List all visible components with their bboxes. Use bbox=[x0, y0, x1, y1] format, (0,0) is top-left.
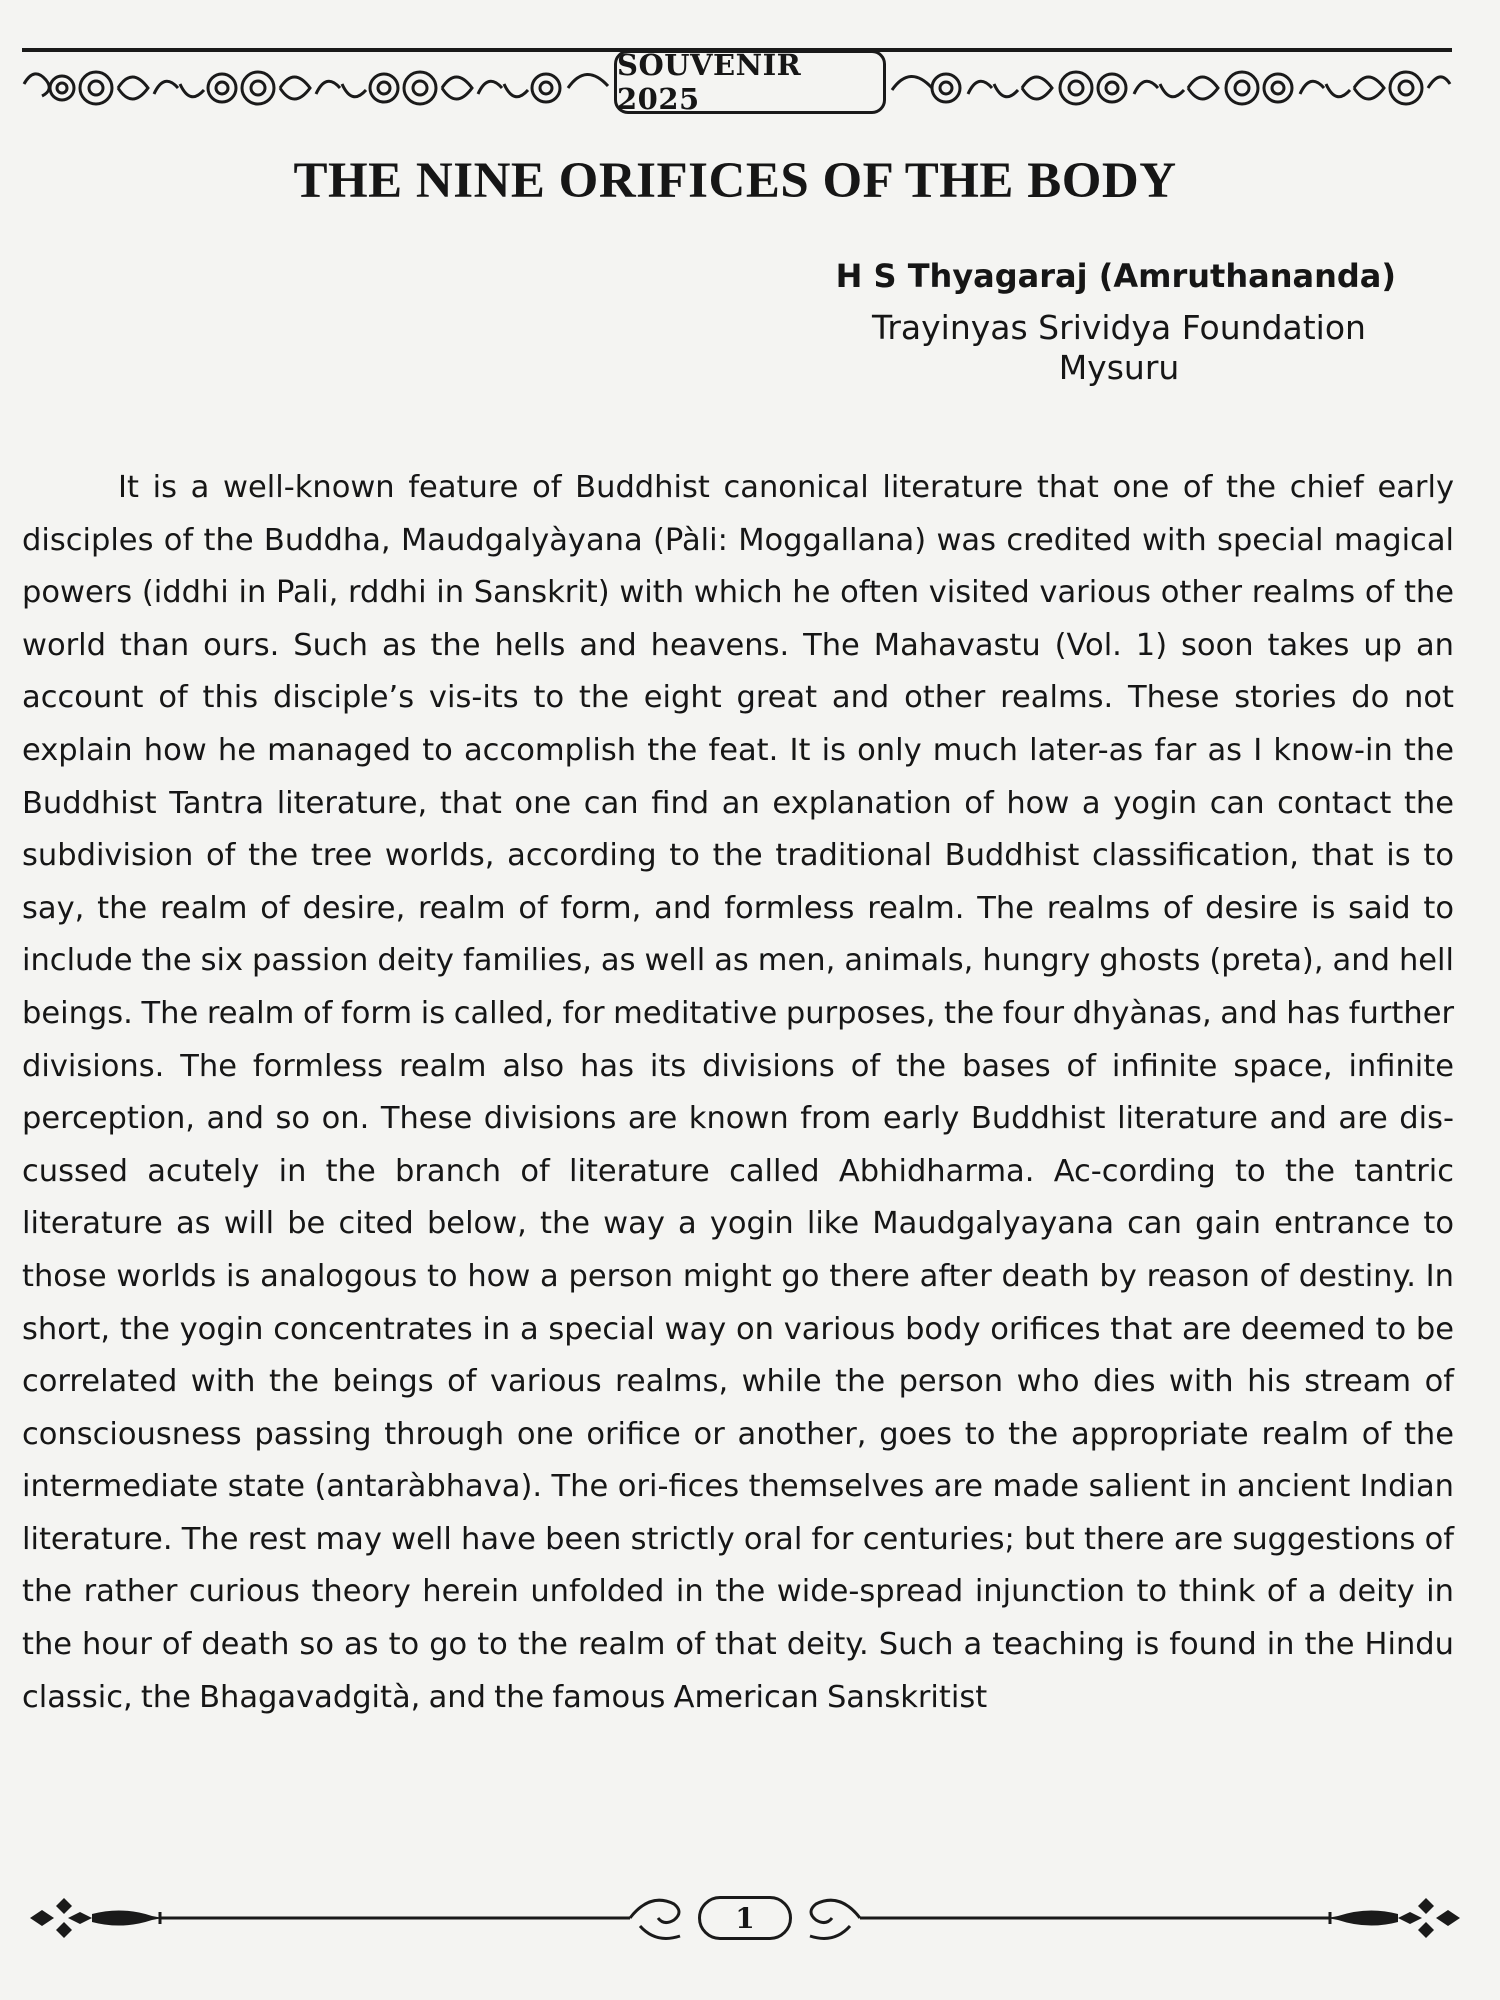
footer-band bbox=[30, 1892, 1460, 1956]
author-name: H S Thyagaraj (Amruthananda) bbox=[835, 257, 1396, 295]
article-title: THE NINE ORIFICES OF THE BODY bbox=[293, 153, 1177, 209]
author-city: Mysuru bbox=[1058, 348, 1180, 387]
author-organization: Trayinyas Srividya Foundation bbox=[872, 308, 1366, 347]
page-number: 1 bbox=[698, 1896, 792, 1940]
byline bbox=[796, 256, 1396, 388]
souvenir-label: SOUVENIR 2025 bbox=[614, 50, 886, 114]
header-band bbox=[22, 44, 1452, 134]
article-body: It is a well-known feature of Buddhist canonical literature that one of the chief early disciples of the Buddha, Maudgalyàyana (Pàli: Moggallana) was credited with special magical powers (iddhi in Pali, rddhi in Sanskrit) with which he often visited various other realms of the world than ours. Such as the hells and heavens. The Mahavastu (Vol. 1) soon takes up an account of this disciple’s vis-its to the eight great and other realms. These stories do not explain how he managed to accomplish the feat. It is only much later-as far as I know-in the Buddhist Tantra literature, that one can find an explanation of how a yogin can contact the subdivision of the tree worlds, according to the traditional Buddhist classification, that is to say, the realm of desire, realm of form, and formless realm. The realms of desire is said to include the six passion deity families, as well as men, animals, hungry ghosts (preta), and hell beings. The realm of form is called, for meditative purposes, the four dhyànas, and has further divisions. The formless realm also has its divisions of the bases of infinite space, infinite perception, and so on. These divisions are known from early Buddhist literature and are dis-cussed acutely in the branch of literature called Abhidharma. Ac-cording to the tantric literature as will be cited below, the way a yogin like Maudgalyayana can gain entrance to those worlds is analogous to how a person might go there after death by reason of destiny. In short, the yogin concentrates in a special way on various body orifices that are deemed to be correlated with the beings of various realms, while the person who dies with his stream of consciousness passing through one orifice or another, goes to the appropriate realm of the intermediate state (antaràbhava). The ori-fices themselves are made salient in ancient Indian literature. The rest may well have been strictly oral for centuries; but there are suggestions of the rather curious theory herein unfolded in the wide-spread injunction to think of a deity in the hour of death so as to go to the realm of that deity. Such a teaching is found in the Hindu classic, the Bhagavadgità, and the famous American Sanskritist bbox=[22, 470, 1454, 1715]
